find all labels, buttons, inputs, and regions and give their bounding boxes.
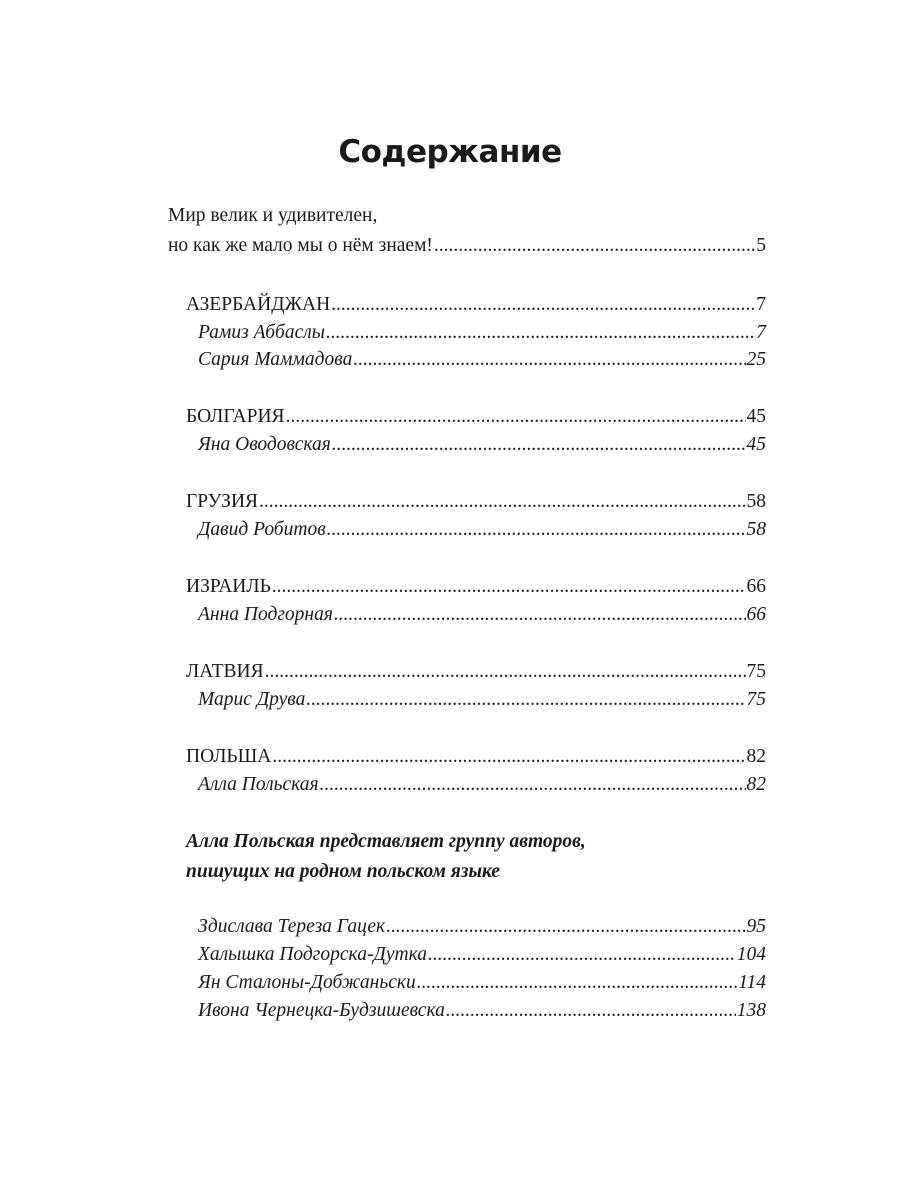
dot-leader <box>353 347 745 373</box>
page-number: 104 <box>736 944 766 965</box>
page-number: 82 <box>746 774 766 795</box>
dot-leader <box>417 970 737 996</box>
page-number: 7 <box>756 322 766 343</box>
page-number: 58 <box>746 491 766 512</box>
author-name: Анна Подгорная <box>198 604 333 625</box>
country-name: ГРУЗИЯ <box>186 491 259 512</box>
dot-leader <box>327 517 746 543</box>
dot-leader <box>428 942 736 968</box>
author-name: Рамиз Аббаслы <box>198 322 325 343</box>
author-name: Яна Оводовская <box>198 434 331 455</box>
toc-author-entry <box>198 942 766 968</box>
dot-leader <box>286 404 746 430</box>
toc-country-entry <box>186 574 766 600</box>
country-name: АЗЕРБАЙДЖАН <box>186 294 331 315</box>
author-name: Ян Сталоны-Добжаньски <box>198 972 416 993</box>
page-number: 5 <box>756 235 766 256</box>
author-name: Алла Польская <box>198 774 319 795</box>
dot-leader <box>332 432 746 458</box>
dot-leader <box>446 998 736 1024</box>
page-number: 7 <box>756 294 766 315</box>
country-name: ЛАТВИЯ <box>186 661 264 682</box>
note-line-1: Алла Польская представляет группу авторов, <box>186 831 586 852</box>
toc-author-entry <box>198 772 766 798</box>
dot-leader <box>265 659 746 685</box>
page-number: 82 <box>746 746 766 767</box>
page-number: 45 <box>746 406 766 427</box>
page-number: 114 <box>738 972 766 993</box>
toc-author-entry <box>198 432 766 458</box>
toc-author-entry <box>198 914 766 940</box>
page-number: 45 <box>746 434 766 455</box>
intro-line-2: но как же мало мы о нём знаем! <box>168 235 433 256</box>
toc-country-entry <box>186 744 766 770</box>
page-number: 66 <box>746 604 766 625</box>
page-number: 66 <box>746 576 766 597</box>
intro-entry <box>168 233 766 259</box>
page-number: 58 <box>746 519 766 540</box>
toc-author-entry <box>198 517 766 543</box>
dot-leader <box>331 292 755 318</box>
dot-leader <box>272 574 746 600</box>
note-line-2: пишущих на родном польском языке <box>186 861 500 882</box>
toc-country-entry <box>186 489 766 515</box>
country-name: ИЗРАИЛЬ <box>186 576 271 597</box>
author-name: Здислава Тереза Гацек <box>198 916 386 937</box>
toc-author-entry <box>198 970 766 996</box>
page-number: 95 <box>746 916 766 937</box>
toc-country-entry <box>186 292 766 318</box>
dot-leader <box>334 602 746 628</box>
page-title: Содержание <box>338 134 562 170</box>
dot-leader <box>434 233 755 259</box>
toc-country-entry <box>186 404 766 430</box>
toc-country-entry <box>186 659 766 685</box>
toc-author-entry <box>198 320 766 346</box>
country-name: ПОЛЬША <box>186 746 272 767</box>
dot-leader <box>320 772 746 798</box>
dot-leader <box>386 914 745 940</box>
page-number: 138 <box>736 1000 766 1021</box>
page-number: 25 <box>746 349 766 370</box>
intro-line-1: Мир велик и удивителен, <box>168 205 378 226</box>
author-name: Халышка Подгорска-Дутка <box>198 944 427 965</box>
page-number: 75 <box>746 689 766 710</box>
page-number: 75 <box>746 661 766 682</box>
country-name: БОЛГАРИЯ <box>186 406 285 427</box>
author-name: Сария Маммадова <box>198 349 353 370</box>
author-name: Давид Робитов <box>198 519 326 540</box>
dot-leader <box>272 744 745 770</box>
toc-author-entry <box>198 687 766 713</box>
dot-leader <box>306 687 745 713</box>
dot-leader <box>326 320 755 346</box>
toc-author-entry <box>198 347 766 373</box>
toc-author-entry <box>198 998 766 1024</box>
toc-author-entry <box>198 602 766 628</box>
author-name: Марис Друва <box>198 689 306 710</box>
dot-leader <box>259 489 745 515</box>
author-name: Ивона Чернецка-Будзишевска <box>198 1000 445 1021</box>
